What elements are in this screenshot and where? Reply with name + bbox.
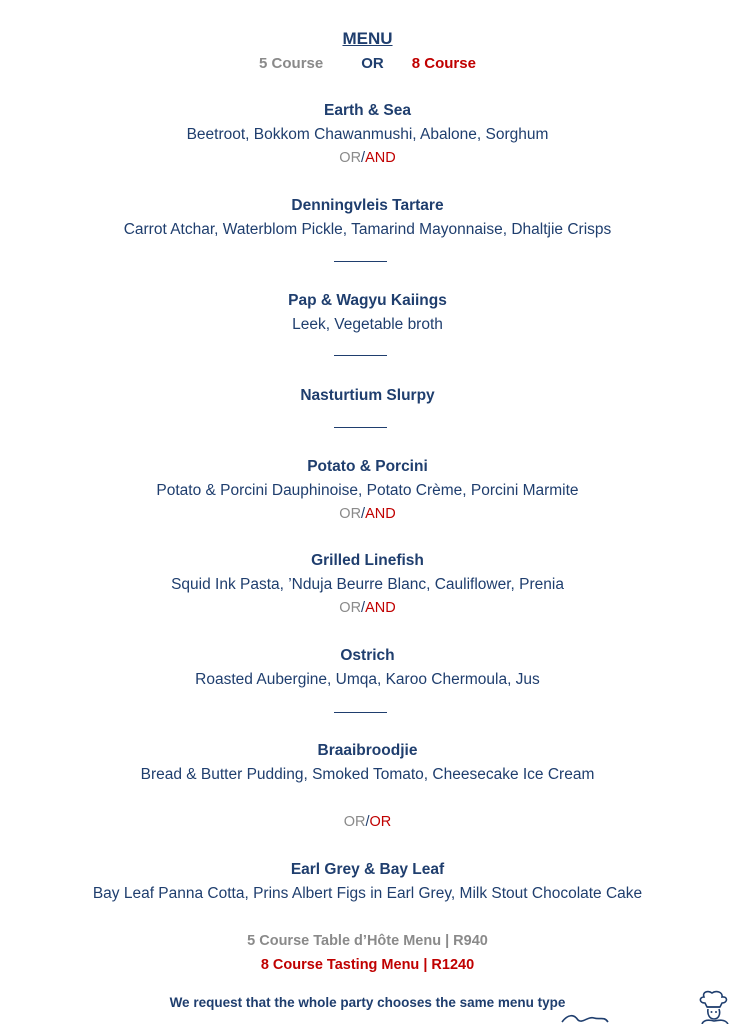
divider <box>334 712 387 713</box>
course-name: Earth & Sea <box>323 102 411 119</box>
or-and-connector: OR/AND <box>339 506 396 522</box>
or-and-connector: OR/AND <box>339 600 396 616</box>
course-name: Earl Grey & Bay Leaf <box>290 861 445 878</box>
menu-title: MENU <box>342 29 393 48</box>
course-description: Squid Ink Pasta, ’Nduja Beurre Blanc, Cauliflower, Prenia <box>171 576 564 593</box>
course-name: Potato & Porcini <box>307 458 428 475</box>
course-name: Pap & Wagyu Kaiings <box>288 292 447 309</box>
course-description: Potato & Porcini Dauphinoise, Potato Crème, Porcini Marmite <box>156 482 579 499</box>
course-description: Carrot Atchar, Waterblom Pickle, Tamarind Mayonnaise, Dhaltjie Crisps <box>123 221 612 238</box>
chef-illustration-icon <box>690 990 735 1024</box>
or-or-connector: OR/OR <box>343 814 392 830</box>
divider <box>334 355 387 356</box>
price-8-course: 8 Course Tasting Menu | R1240 <box>260 957 475 973</box>
course-description: Beetroot, Bokkom Chawanmushi, Abalone, Sorghum <box>186 126 549 143</box>
course-description: Leek, Vegetable broth <box>292 316 443 333</box>
course-name: Denningvleis Tartare <box>291 197 444 214</box>
course-name: Ostrich <box>340 647 395 664</box>
party-note: We request that the whole party chooses the same menu type <box>169 995 566 1010</box>
course-name: Nasturtium Slurpy <box>300 387 435 404</box>
divider <box>334 261 387 262</box>
course-description: Roasted Aubergine, Umqa, Karoo Chermoula, Jus <box>195 671 540 688</box>
option-or: OR <box>361 55 384 72</box>
course-name: Braaibroodjie <box>317 742 418 759</box>
menu-type-options <box>0 55 735 72</box>
divider <box>334 427 387 428</box>
or-and-connector: OR/AND <box>339 150 396 166</box>
option-5-course: 5 Course <box>259 55 324 72</box>
course-description: Bay Leaf Panna Cotta, Prins Albert Figs in Earl Grey, Milk Stout Chocolate Cake <box>92 885 643 902</box>
decorative-squiggle-icon <box>560 1012 610 1024</box>
course-name: Grilled Linefish <box>311 552 424 569</box>
price-5-course: 5 Course Table d’Hôte Menu | R940 <box>247 933 488 949</box>
course-description: Bread & Butter Pudding, Smoked Tomato, Cheesecake Ice Cream <box>140 766 595 783</box>
option-8-course: 8 Course <box>411 55 476 72</box>
